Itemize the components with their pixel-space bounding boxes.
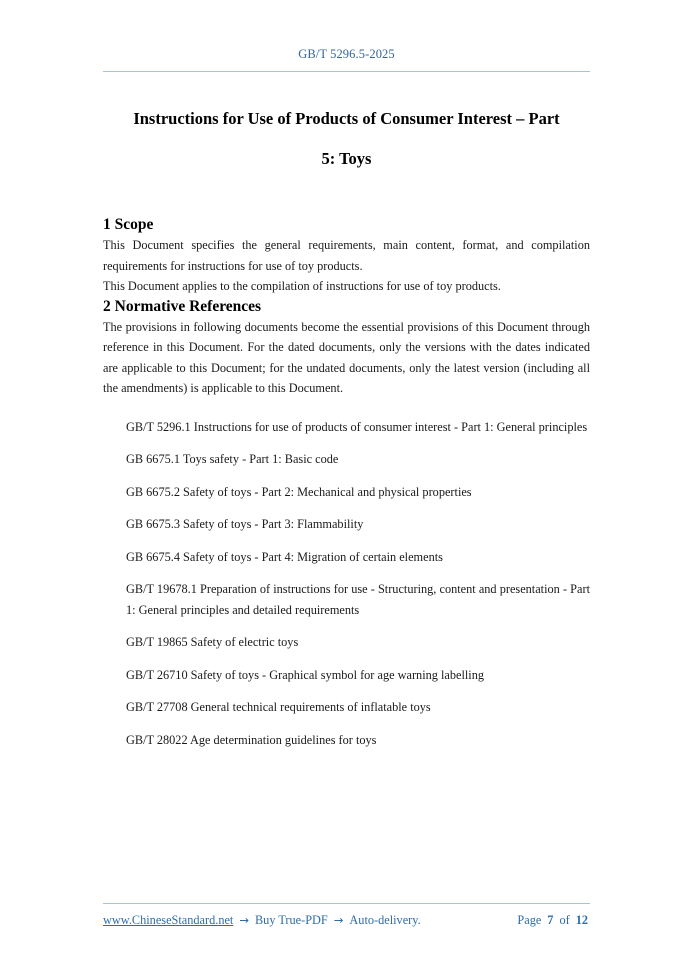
footer-promo-buy-true-pdf: Buy True-PDF [254,913,328,927]
list-item: GB 6675.3 Safety of toys - Part 3: Flammability [126,517,364,531]
list-item: GB/T 27708 General technical requirements of inflatable toys [126,700,431,714]
page-number-indicator [517,913,590,928]
section-heading-normative-references: 2 Normative References [103,297,262,315]
header-divider [103,71,590,72]
list-item: GB/T 19865 Safety of electric toys [126,635,299,649]
list-item: GB 6675.1 Toys safety - Part 1: Basic code [126,452,339,466]
page-label: Page [517,913,542,927]
of-label: of [559,913,570,927]
total-page-count: 12 [575,913,588,927]
current-page-number: 7 [547,913,554,927]
section-heading-scope: 1 Scope [103,216,154,233]
document-body [103,215,590,750]
running-header [103,45,590,63]
list-item: GB 6675.4 Safety of toys - Part 4: Migration of certain elements [126,549,443,564]
scope-paragraph-2: This Document applies to the compilation of instructions for use of toy products. [103,279,501,293]
page-footer [103,913,590,928]
list-item: GB/T 28022 Age determination guidelines for toys [126,732,377,747]
normative-reference-list [103,417,590,751]
normative-references-paragraph: The provisions in following documents become the essential provisions of this Document through reference in this Document. For the dated documents, only the versions with the dates indicated are applicable to this Document; for the undated documents, only the latest version (including all the amendments) is applicable to this Document. [103,319,590,395]
list-item: GB/T 5296.1 Instructions for use of products of consumer interest - Part 1: General principles [126,419,588,434]
page-title-line-2: 5: Toys [321,149,372,168]
footer-promo [103,913,421,928]
footer-promo-auto-delivery: Auto-delivery. [349,913,421,927]
website-link[interactable]: www.ChineseStandard.net [103,913,234,927]
list-item: GB/T 26710 Safety of toys - Graphical symbol for age warning labelling [126,667,485,682]
footer-divider [103,903,590,904]
standard-number: GB/T 5296.5-2025 [298,47,395,61]
page-title-line-1: Instructions for Use of Products of Consumer Interest – Part [133,109,560,128]
scope-paragraph-1: This Document specifies the general requirements, main content, format, and compilation requirements for instructions for use of toy products. [103,238,590,273]
page-title [103,99,590,179]
list-item: GB 6675.2 Safety of toys - Part 2: Mechanical and physical properties [126,484,472,499]
arrow-right-icon: → [239,913,249,927]
arrow-right-icon: → [333,913,344,927]
list-item: GB/T 19678.1 Preparation of instructions for use - Structuring, content and presentation - Part 1: General principles and detailed requirements [126,582,590,617]
